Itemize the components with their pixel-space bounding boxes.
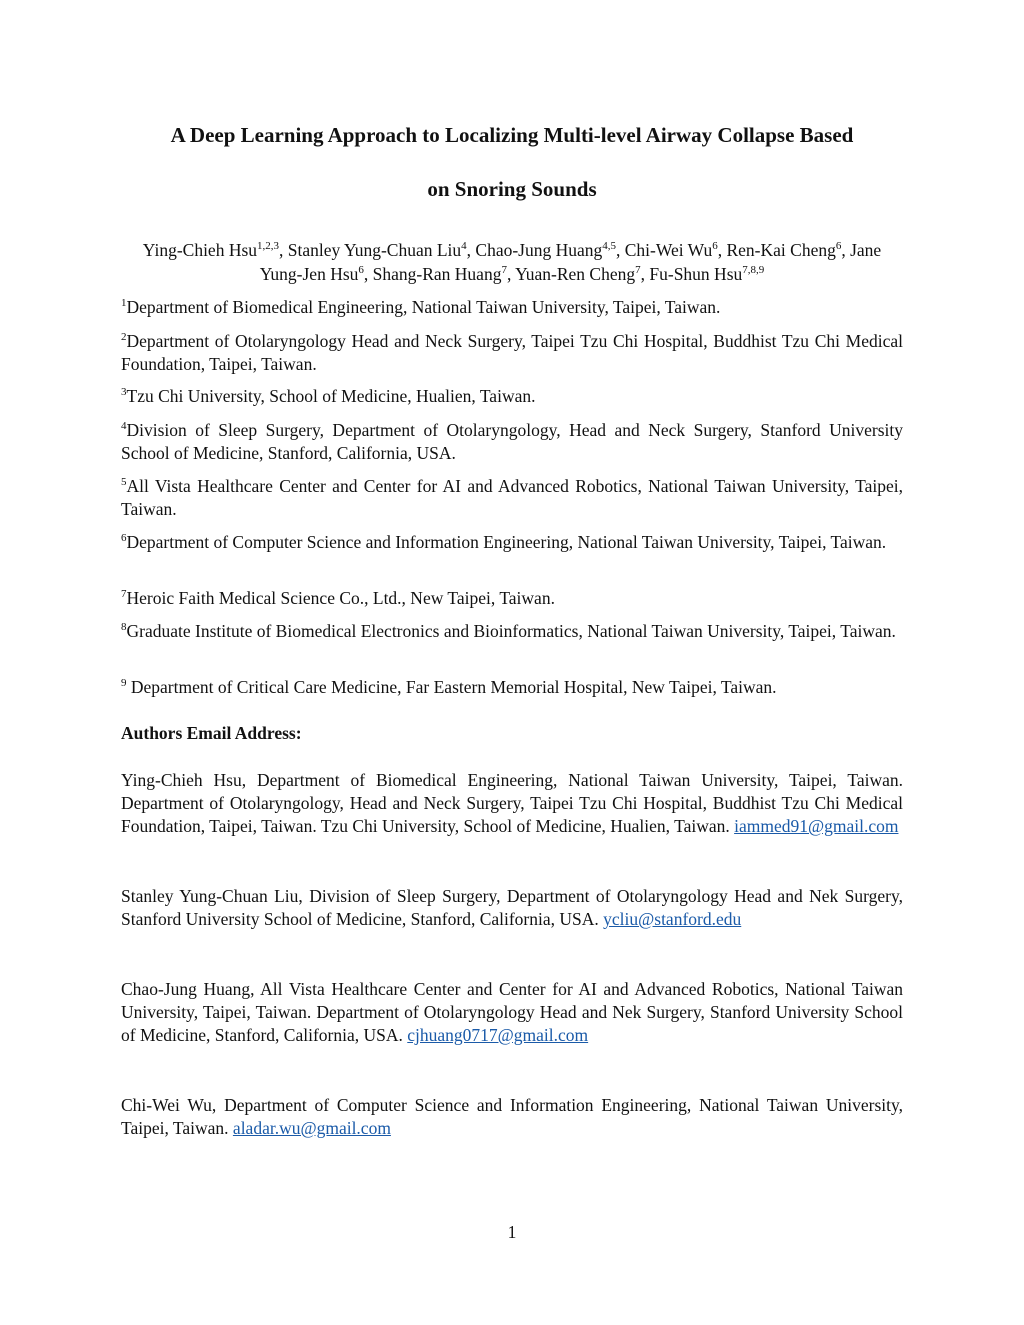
author-affil-sup: 7,8,9	[742, 264, 765, 276]
email-entry	[121, 1094, 903, 1140]
affiliation-item	[121, 531, 903, 554]
paper-title-line-2: on Snoring Sounds	[427, 177, 597, 201]
author-name: Jane Yung-Jen Hsu	[259, 240, 882, 284]
email-entry	[121, 769, 903, 838]
affiliation-item	[121, 475, 903, 521]
page-number: 1	[507, 1222, 517, 1242]
affiliation-number: 1	[121, 297, 127, 309]
email-entry	[121, 885, 903, 931]
email-link[interactable]: iammed91@gmail.com	[734, 816, 899, 836]
affiliation-text: Department of Critical Care Medicine, Far Eastern Memorial Hospital, New Taipei, Taiwan.	[126, 677, 777, 697]
email-link[interactable]: cjhuang0717@gmail.com	[407, 1025, 589, 1045]
affiliation-item	[121, 620, 903, 643]
affiliation-number: 3	[121, 386, 127, 398]
author-name: Chi-Wei Wu	[624, 240, 713, 260]
affiliation-text: Department of Computer Science and Information Engineering, National Taiwan University, Taipei, Taiwan.	[126, 532, 887, 552]
affiliation-number: 4	[121, 420, 127, 432]
author-affil-sup: 6	[358, 264, 364, 276]
author-affil-sup: 6	[835, 240, 842, 252]
affiliation-number: 2	[121, 331, 127, 343]
email-entry-text: Chi-Wei Wu, Department of Computer Science and Information Engineering, National Taiwan University, Taipei, Taiwan.	[121, 1095, 903, 1138]
email-entry-text: Chao-Jung Huang, All Vista Healthcare Center and Center for AI and Advanced Robotics, National Taiwan University, Taipei, Taiwan. Department of Otolaryngology Head and Nek Surgery, Stanford University School of Medicine, Stanford, California, USA.	[121, 979, 903, 1045]
author-list: Ying-Chieh Hsu$^{1,2,3}$, Stanley Yung-Chuan Liu$^4$, Chao-Jung Huang$^{4,5}$, Chi-Wei Wu$^6$, Ren-Kai Cheng$^6$, Jane Yung-Jen Hsu$^6$, Shang-Ran Huang$^7$, Yuan-Ren Cheng$^7$, Fu-Shun Hsu$^{7,8,9}$	[142, 240, 882, 284]
affiliation-text: Tzu Chi University, School of Medicine, Hualien, Taiwan.	[126, 386, 536, 406]
affiliation-item	[121, 385, 903, 408]
email-link[interactable]: aladar.wu@gmail.com	[232, 1118, 391, 1138]
email-section-heading: Authors Email Address:	[121, 723, 302, 743]
email-link[interactable]: ycliu@stanford.edu	[603, 909, 742, 929]
author-affil-sup: 7	[501, 264, 507, 276]
affiliation-item	[121, 296, 903, 319]
affiliation-item	[121, 587, 903, 610]
email-entry-text: Ying-Chieh Hsu, Department of Biomedical Engineering, National Taiwan University, Taipei, Taiwan. Department of Otolaryngology, Head and Neck Surgery, Taipei Tzu Chi Hospital, Buddhist Tzu Chi Medical Foundation, Taipei, Taiwan. Tzu Chi University, School of Medicine, Hualien, Taiwan.	[121, 770, 903, 836]
email-entry-text: Stanley Yung-Chuan Liu, Division of Sleep Surgery, Department of Otolaryngology Head and Nek Surgery, Stanford University School of Medicine, Stanford, California, USA.	[121, 886, 903, 929]
author-affil-sup: 4,5	[602, 240, 616, 252]
affiliation-number: 6	[121, 532, 127, 544]
email-entry	[121, 978, 903, 1047]
affiliation-text: Department of Otolaryngology Head and Neck Surgery, Taipei Tzu Chi Hospital, Buddhist Tzu Chi Medical Foundation, Taipei, Taiwan.	[121, 331, 903, 374]
affiliation-text: Division of Sleep Surgery, Department of Otolaryngology, Head and Neck Surgery, Stanford University School of Medicine, Stanford, California, USA.	[121, 420, 903, 463]
affiliation-number: 7	[121, 588, 127, 600]
author-name: Fu-Shun Hsu	[649, 264, 743, 284]
author-name: Ying-Chieh Hsu	[142, 240, 258, 260]
author-name: Stanley Yung-Chuan Liu	[287, 240, 462, 260]
author-name: Yuan-Ren Cheng	[515, 264, 636, 284]
affiliation-text: All Vista Healthcare Center and Center for AI and Advanced Robotics, National Taiwan University, Taipei, Taiwan.	[121, 476, 903, 519]
author-affil-sup: 7	[635, 264, 641, 276]
author-affil-sup: 1,2,3	[257, 240, 280, 252]
affiliation-item	[121, 330, 903, 376]
affiliation-item	[121, 676, 903, 699]
affiliation-number: 5	[121, 476, 127, 488]
affiliation-text: Graduate Institute of Biomedical Electronics and Bioinformatics, National Taiwan University, Taipei, Taiwan.	[126, 621, 896, 641]
affiliation-number: 8	[121, 621, 127, 633]
author-name: Chao-Jung Huang	[475, 240, 603, 260]
author-name: Shang-Ran Huang	[372, 264, 502, 284]
author-affil-sup: 4	[461, 240, 467, 252]
author-name: Ren-Kai Cheng	[726, 240, 836, 260]
affiliation-text: Heroic Faith Medical Science Co., Ltd., New Taipei, Taiwan.	[126, 588, 555, 608]
affiliation-number: 9	[121, 677, 127, 689]
paper-title-line-1: A Deep Learning Approach to Localizing Multi-level Airway Collapse Based	[170, 123, 854, 147]
affiliation-text: Department of Biomedical Engineering, National Taiwan University, Taipei, Taiwan.	[126, 297, 721, 317]
author-affil-sup: 6	[712, 240, 718, 252]
affiliation-item	[121, 419, 903, 465]
